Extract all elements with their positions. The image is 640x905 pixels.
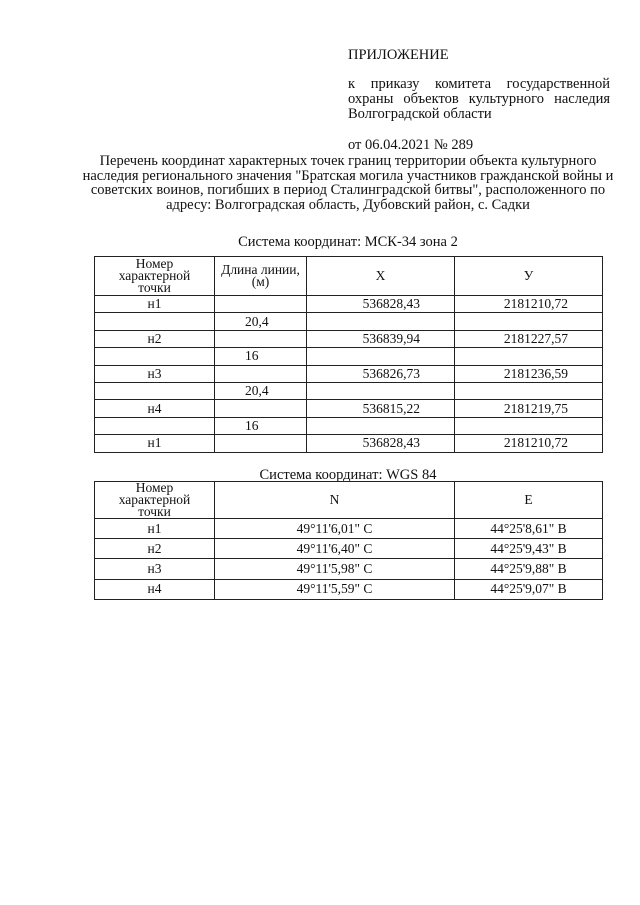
point-name: н1 [95,519,215,539]
table-header-row [95,482,603,519]
table1-caption: Система координат: МСК-34 зона 2 [238,234,458,250]
header-point-number: Номер характерной точки [95,257,215,296]
appendix-block [348,48,610,153]
empty-cell [215,296,307,313]
table-row [95,519,603,539]
empty-cell [455,348,603,365]
empty-cell [307,348,455,365]
intro-paragraph: Перечень координат характерных точек границ территории объекта культурного наследия регионального значения "Братская могила участников гражданской войны и советских воинов, погибших в период Сталинградской битвы", расположенного по адресу: Волгоградская область, Дубовский район, с. Садки [82,153,614,213]
empty-cell [455,417,603,434]
empty-cell [307,417,455,434]
point-name: н4 [95,579,215,599]
longitude: 44°25'9,43" В [455,539,603,559]
table-row [95,579,603,599]
appendix-date-line: от 06.04.2021 № 289 [348,137,474,153]
table-row [95,348,603,365]
longitude: 44°25'9,07" В [455,579,603,599]
empty-cell [307,382,455,399]
table-row [95,296,603,313]
line-length: 16 [215,348,307,365]
latitude: 49°11'5,59" С [215,579,455,599]
header-line-length: Длина линии, (м) [215,257,307,296]
table-row [95,313,603,330]
empty-cell [215,330,307,347]
point-x: 536839,94 [307,330,455,347]
point-x: 536828,43 [307,435,455,452]
point-name: н1 [95,296,215,313]
point-name: н2 [95,539,215,559]
point-x: 536828,43 [307,296,455,313]
latitude: 49°11'6,40" С [215,539,455,559]
point-y: 2181219,75 [455,400,603,417]
msk34-coordinates-table [94,256,603,453]
appendix-title: ПРИЛОЖЕНИЕ [348,47,449,63]
point-y: 2181236,59 [455,365,603,382]
longitude: 44°25'8,61" В [455,519,603,539]
header-x: X [307,257,455,296]
header-y: У [455,257,603,296]
empty-cell [307,313,455,330]
point-name: н3 [95,365,215,382]
longitude: 44°25'9,88" В [455,559,603,579]
header-e: E [455,482,603,519]
wgs84-coordinates-table [94,481,603,600]
line-length: 20,4 [215,382,307,399]
empty-cell [215,400,307,417]
point-x: 536826,73 [307,365,455,382]
empty-cell [95,382,215,399]
header-n: N [215,482,455,519]
appendix-order-text: к приказу комитета государственной охраны объектов культурного наследия Волгоградской области [348,76,610,122]
table-row [95,435,603,452]
table-row [95,330,603,347]
line-length: 20,4 [215,313,307,330]
table-row [95,539,603,559]
table-row [95,365,603,382]
empty-cell [215,435,307,452]
table-row [95,400,603,417]
point-x: 536815,22 [307,400,455,417]
empty-cell [455,382,603,399]
latitude: 49°11'6,01" С [215,519,455,539]
point-name: н4 [95,400,215,417]
table-row [95,382,603,399]
point-y: 2181210,72 [455,435,603,452]
empty-cell [455,313,603,330]
table2-caption: Система координат: WGS 84 [259,467,437,483]
latitude: 49°11'5,98" С [215,559,455,579]
line-length: 16 [215,417,307,434]
empty-cell [215,365,307,382]
empty-cell [95,313,215,330]
header-point-number: Номер характерной точки [95,482,215,519]
table-header-row [95,257,603,296]
point-name: н3 [95,559,215,579]
point-name: н1 [95,435,215,452]
point-y: 2181210,72 [455,296,603,313]
empty-cell [95,348,215,365]
empty-cell [95,417,215,434]
point-name: н2 [95,330,215,347]
point-y: 2181227,57 [455,330,603,347]
table-row [95,559,603,579]
table-row [95,417,603,434]
